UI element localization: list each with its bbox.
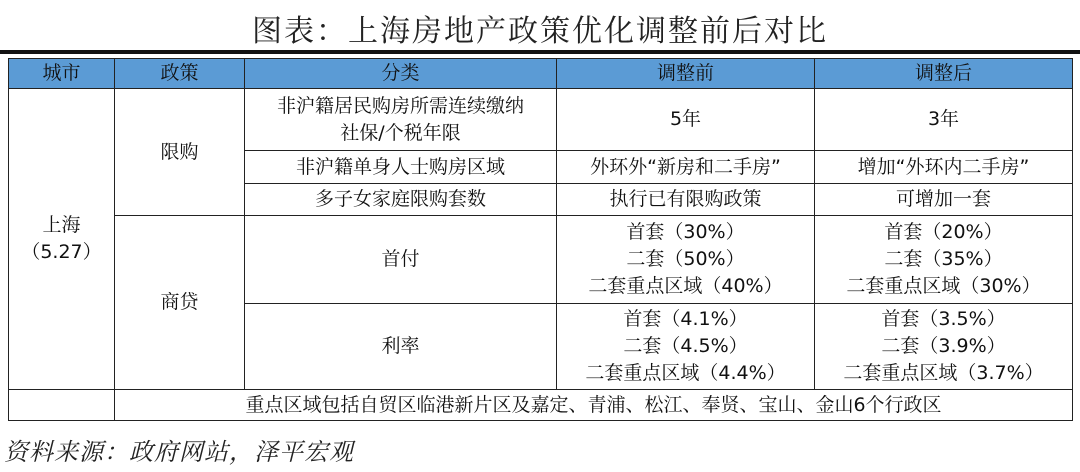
policy-purchase-cell: 限购 xyxy=(115,89,245,216)
category-cell xyxy=(245,89,557,151)
header-after: 调整后 xyxy=(815,59,1073,89)
before-cell: 外环外“新房和二手房” xyxy=(557,151,815,184)
table-header-row xyxy=(9,59,1073,89)
policy-table xyxy=(8,58,1073,421)
header-policy: 政策 xyxy=(115,59,245,89)
header-category: 分类 xyxy=(245,59,557,89)
table-row xyxy=(9,216,1073,304)
after-text: 首套（20%） 二套（35%） 二套重点区域（30%） xyxy=(846,221,1041,297)
table-row xyxy=(9,89,1073,151)
before-text: 首套（30%） 二套（50%） 二套重点区域（40%） xyxy=(588,221,783,297)
category-cell: 利率 xyxy=(245,304,557,390)
before-cell: 5年 xyxy=(557,89,815,151)
city-label: 上海 （5.27） xyxy=(21,214,102,263)
note-cell: 重点区域包括自贸区临港新片区及嘉定、青浦、松江、奉贤、宝山、金山6个行政区 xyxy=(115,390,1073,421)
page-title: 图表：上海房地产政策优化调整前后对比 xyxy=(252,14,828,49)
note-empty-cell xyxy=(9,390,115,421)
after-cell: 3年 xyxy=(815,89,1073,151)
before-cell xyxy=(557,216,815,304)
before-text: 首套（4.1%） 二套（4.5%） 二套重点区域（4.4%） xyxy=(585,308,786,384)
before-cell xyxy=(557,304,815,390)
before-cell: 执行已有限购政策 xyxy=(557,184,815,216)
after-cell xyxy=(815,304,1073,390)
after-cell: 可增加一套 xyxy=(815,184,1073,216)
table-note-row xyxy=(9,390,1073,421)
city-cell xyxy=(9,89,115,390)
after-text: 首套（3.5%） 二套（3.9%） 二套重点区域（3.7%） xyxy=(843,308,1044,384)
category-cell: 非沪籍单身人士购房区域 xyxy=(245,151,557,184)
category-cell: 首付 xyxy=(245,216,557,304)
after-cell xyxy=(815,216,1073,304)
header-city: 城市 xyxy=(9,59,115,89)
category-text: 非沪籍居民购房所需连续缴纳 社保/个税年限 xyxy=(276,94,524,144)
category-cell: 多子女家庭限购套数 xyxy=(245,184,557,216)
source-note: 资料来源：政府网站，泽平宏观 xyxy=(4,438,354,466)
header-before: 调整前 xyxy=(557,59,815,89)
policy-loan-cell: 商贷 xyxy=(115,216,245,390)
title-rule xyxy=(0,50,1080,54)
after-cell: 增加“外环内二手房” xyxy=(815,151,1073,184)
